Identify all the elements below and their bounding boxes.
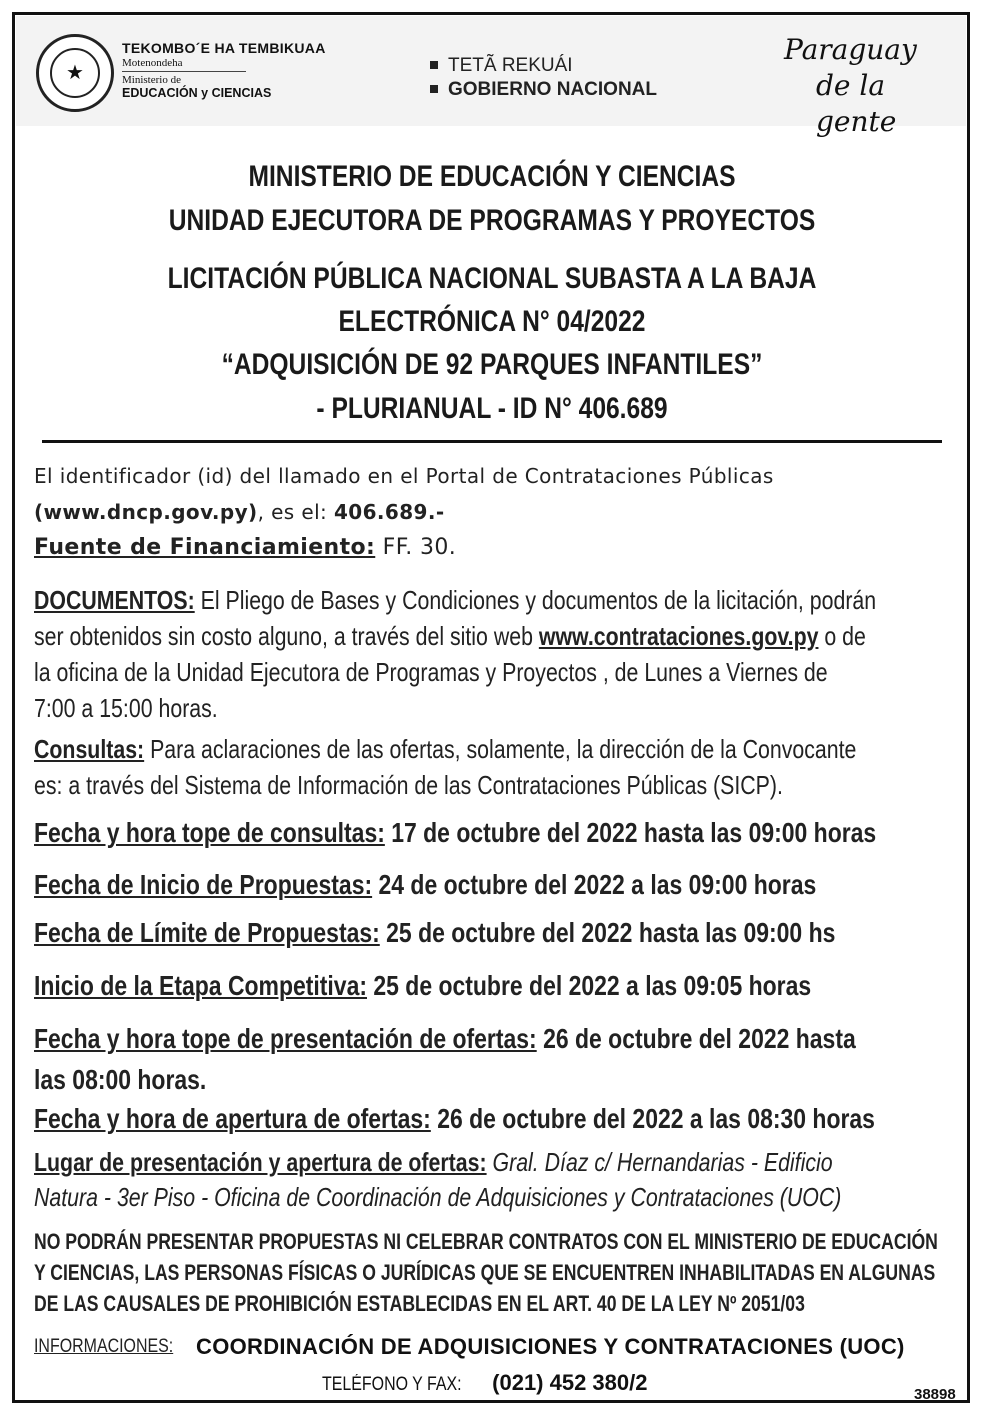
- date-value: 26 de octubre del 2022 hasta: [536, 1023, 856, 1054]
- phone-label: TELÉFONO Y FAX:: [322, 1374, 462, 1395]
- title-divider: [42, 440, 942, 443]
- dncp-url: (www.dncp.gov.py): [34, 500, 258, 524]
- date-label: Inicio de la Etapa Competitiva:: [34, 970, 367, 1001]
- contrataciones-link[interactable]: www.contrataciones.gov.py: [538, 621, 819, 651]
- government-logo: [430, 54, 657, 102]
- date-row: [34, 1101, 952, 1137]
- ministry-guarani-name: TEKOMBO´E HA TEMBIKUAA: [122, 40, 326, 56]
- call-id: 406.689.-: [333, 500, 445, 524]
- uoc-name: COORDINACIÓN DE ADQUISICIONES Y CONTRATACIONES (UOC): [196, 1334, 905, 1359]
- consultas-paragraph: Consultas: Para aclaraciones de las ofertas, solamente, la dirección de la Convocante es: a través del Sistema de Información de las Contrataciones Públicas (SICP).: [34, 734, 857, 800]
- date-row: [34, 968, 952, 1004]
- date-label: Fecha y hora de apertura de ofertas:: [34, 1103, 431, 1134]
- title-tender-type: LICITACIÓN PÚBLICA NACIONAL SUBASTA A LA BAJA: [167, 262, 817, 295]
- date-value-continued: las 08:00 horas.: [34, 1064, 207, 1095]
- consultas-label: Consultas:: [34, 734, 145, 764]
- date-label: Fecha y hora tope de presentación de ofertas:: [34, 1023, 537, 1054]
- prohibition-notice: NO PODRÁN PRESENTAR PROPUESTAS NI CELEBRAR CONTRATOS CON EL MINISTERIO DE EDUCACIÓN Y CIENCIAS, LAS PERSONAS FÍSICAS O JURÍDICAS QUE SE ENCUENTREN INHABILITADAS EN ALGUNAS DE LAS CAUSALES DE PROHIBICIÓN ESTABLECIDAS EN EL ART. 40 DE LA LEY Nº 2051/03: [34, 1229, 938, 1316]
- gov-line2: GOBIERNO NACIONAL: [448, 79, 657, 100]
- date-row: [34, 915, 952, 951]
- ministry-name: EDUCACIÓN y CIENCIAS: [122, 86, 272, 100]
- brand-line2: de la gente: [816, 69, 897, 138]
- lugar-paragraph: Lugar de presentación y apertura de ofertas: Gral. Díaz c/ Hernandarias - Edificio Natura - 3er Piso - Oficina de Coordinación de Adquisiciones y Contrataciones (UOC): [34, 1147, 842, 1212]
- date-value: 26 de octubre del 2022 a las 08:30 horas: [430, 1103, 875, 1134]
- square-bullet-icon: [430, 61, 438, 69]
- phone-line: [322, 1370, 647, 1396]
- date-label: Fecha y hora tope de consultas:: [34, 817, 385, 848]
- ministry-logo: [122, 40, 362, 100]
- logo-divider: [122, 71, 246, 72]
- financing-value: FF. 30.: [375, 535, 457, 560]
- brand-line1: Paraguay: [784, 33, 917, 66]
- date-label: Fecha de Límite de Propuestas:: [34, 917, 380, 948]
- date-value: 25 de octubre del 2022 a las 09:05 horas: [366, 970, 812, 1001]
- date-row: [34, 1018, 952, 1100]
- date-value: 24 de octubre del 2022 a las 09:00 horas: [372, 869, 817, 900]
- date-label: Fecha de Inicio de Propuestas:: [34, 869, 373, 900]
- financing-line: [34, 532, 954, 564]
- title-tender-id: - PLURIANUAL - ID N° 406.689: [316, 392, 668, 425]
- id-paragraph: El identificador (id) del llamado en el Portal de Contrataciones Públicas (www.dncp.gov.py), es el: 406.689.-: [34, 458, 954, 530]
- date-value: 17 de octubre del 2022 hasta las 09:00 horas: [384, 817, 877, 848]
- date-row: [34, 867, 952, 903]
- date-value: 25 de octubre del 2022 hasta las 09:00 hs: [379, 917, 836, 948]
- documents-paragraph: DOCUMENTOS: El Pliego de Bases y Condiciones y documentos de la licitación, podrán ser obtenidos sin costo alguno, a través del sitio web www.contrataciones.gov.py o de la oficina de la Unidad Ejecutora de Programas y Proyectos , de Lunes a Viernes de 7:00 a 15:00 horas.: [34, 585, 877, 723]
- title-unit: UNIDAD EJECUTORA DE PROGRAMAS Y PROYECTOS: [168, 204, 816, 237]
- ad-code: 38898: [914, 1386, 956, 1403]
- phone-number: (021) 452 380/2: [492, 1370, 648, 1395]
- lugar-label: Lugar de presentación y apertura de ofertas:: [34, 1147, 487, 1177]
- paraguay-brand-logo: [784, 32, 954, 140]
- ministry-prefix: Ministerio de: [122, 74, 181, 86]
- date-row: [34, 815, 952, 851]
- square-bullet-icon: [430, 85, 438, 93]
- ministry-guarani-sub: Motenondeha: [122, 57, 183, 69]
- id-line1: El identificador (id) del llamado en el Portal de Contrataciones Públicas: [34, 464, 774, 488]
- title-tender-number: ELECTRÓNICA N° 04/2022: [338, 305, 646, 338]
- documents-label: DOCUMENTOS:: [34, 585, 195, 615]
- title-ministry: MINISTERIO DE EDUCACIÓN Y CIENCIAS: [248, 160, 736, 193]
- title-tender-subject: “ADQUISICIÓN DE 92 PARQUES INFANTILES”: [221, 348, 763, 381]
- financing-label: Fuente de Financiamiento:: [34, 535, 376, 560]
- info-label: INFORMACIONES:: [34, 1336, 174, 1357]
- national-seal-icon: ★: [36, 34, 114, 112]
- gov-line1: TETÃ REKUÁI: [448, 55, 573, 76]
